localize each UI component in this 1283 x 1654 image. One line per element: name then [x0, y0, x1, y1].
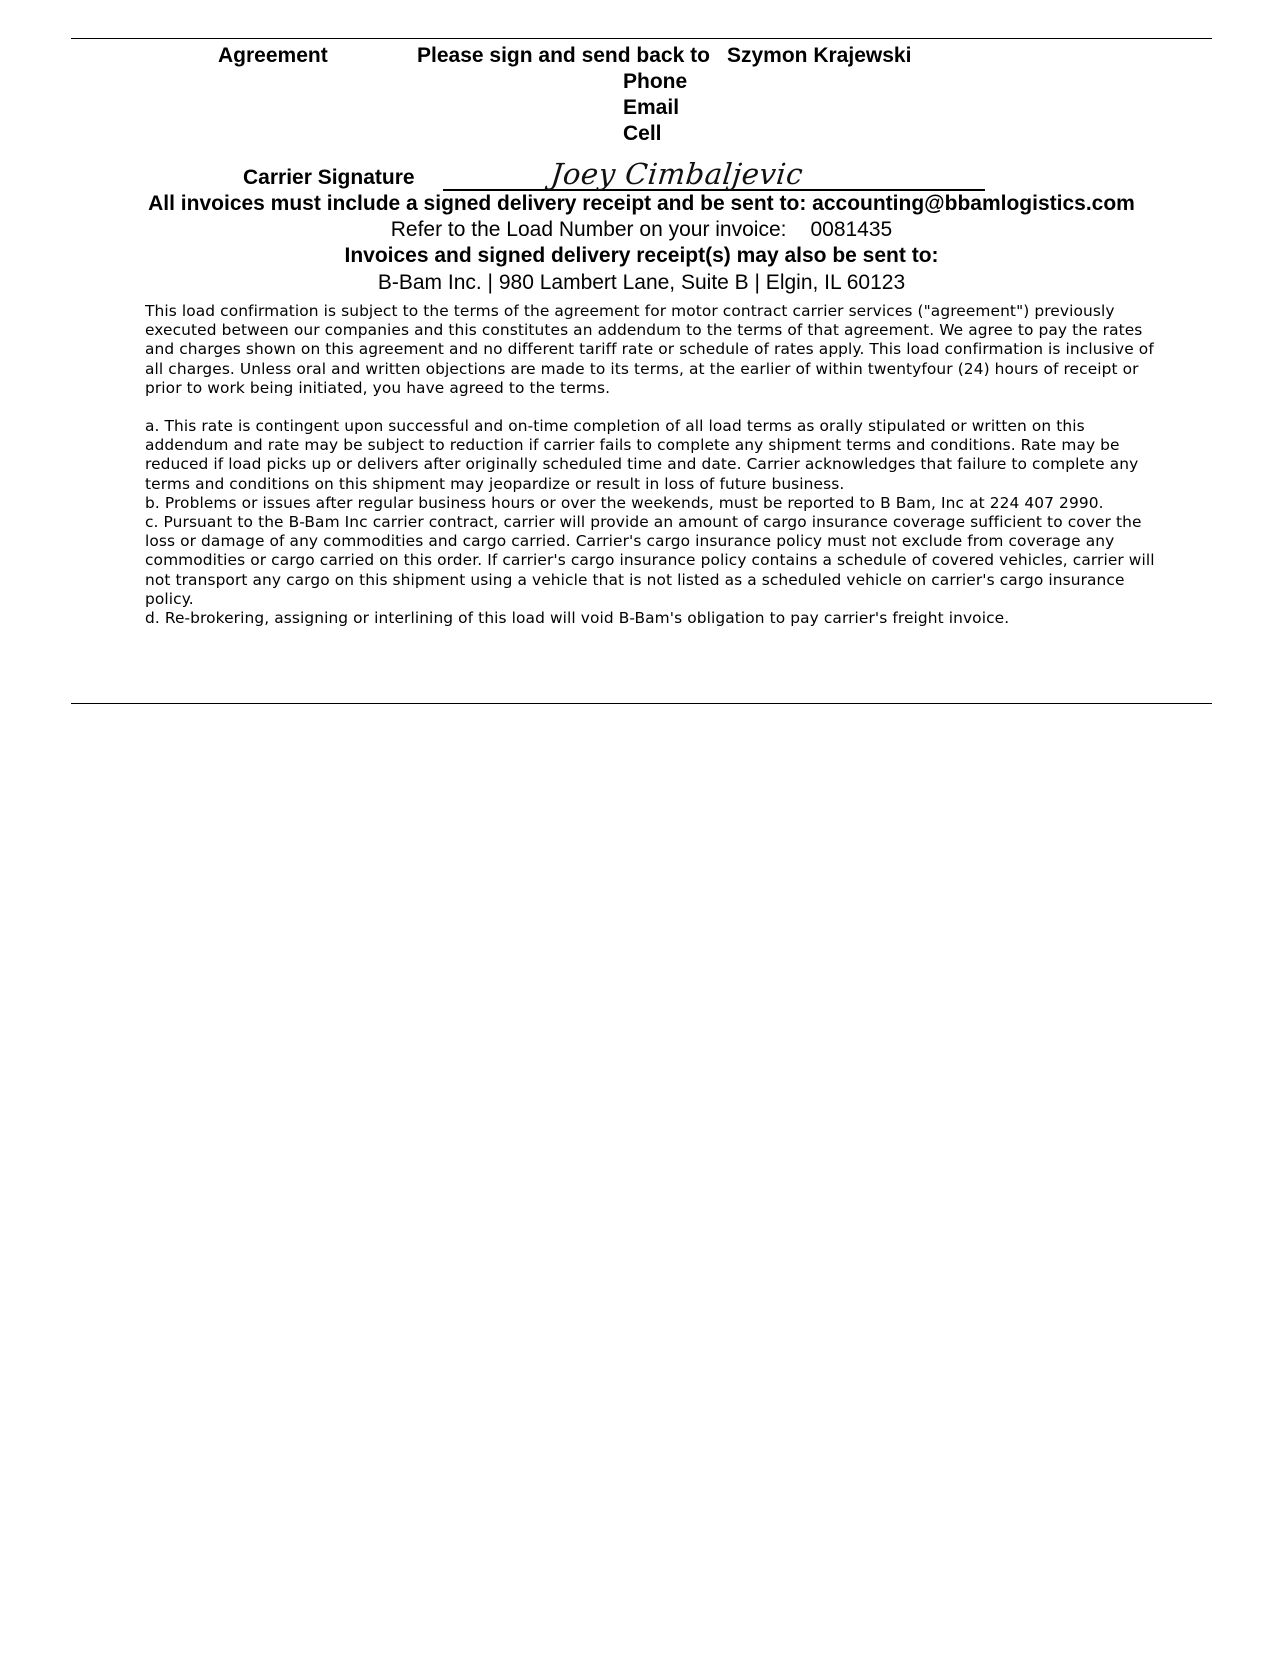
also-sent-heading: Invoices and signed delivery receipt(s) may also be sent to: — [344, 244, 939, 267]
load-reference-line — [71, 217, 1212, 243]
invoice-instruction: All invoices must include a signed delivery receipt and be sent to: accounting@bbamlogistics.com — [148, 192, 1135, 215]
cell-label: Cell — [623, 122, 662, 145]
terms-block — [145, 302, 1165, 628]
contact-name: Szymon Krajewski — [727, 44, 912, 67]
billing-address: B-Bam Inc. | 980 Lambert Lane, Suite B | Elgin, IL 60123 — [377, 271, 906, 294]
terms-intro: This load confirmation is subject to the terms of the agreement for motor contract carrier services ("agreement") previously executed between our companies and this constitutes an addendum to the terms of that agreement. We agree to pay the rates and charges shown on this agreement and no different tariff rate or schedule of rates apply. This load confirmation is inclusive of all charges. Unless oral and written objections are made to its terms, at the earlier of within twentyfour (24) hours of receipt or prior to work being initiated, you have agreed to the terms. — [145, 302, 1154, 397]
terms-clause-a: a. This rate is contingent upon successful and on-time completion of all load terms as orally stipulated or written on this addendum and rate may be subject to reduction if carrier fails to complete any shipment terms and conditions. Rate may be reduced if load picks up or delivers after originally scheduled time and date. Carrier acknowledges that failure to complete any terms and conditions on this shipment may jeopardize or result in loss of future business. — [145, 417, 1139, 493]
signature-field[interactable] — [443, 157, 985, 191]
top-divider — [71, 38, 1212, 39]
carrier-signature-label: Carrier Signature — [243, 166, 415, 189]
load-reference-label: Refer to the Load Number on your invoice: — [390, 218, 787, 241]
phone-label: Phone — [623, 70, 688, 93]
terms-clause-b: b. Problems or issues after regular business hours or over the weekends, must be reported to B Bam, Inc at 224 407 2990. — [145, 493, 1104, 512]
send-back-label: Please sign and send back to — [417, 44, 710, 67]
agreement-label: Agreement — [218, 44, 328, 67]
terms-clause-c: c. Pursuant to the B-Bam Inc carrier contract, carrier will provide an amount of cargo insurance coverage sufficient to cover the loss or damage of any commodities and cargo carried. Carrier's cargo insurance policy must not exclude from coverage any commodities or cargo carried on this order. If carrier's cargo insurance policy contains a schedule of covered vehicles, carrier will not transport any cargo on this shipment using a vehicle that is not listed as a scheduled vehicle on carrier's cargo insurance policy. — [145, 513, 1155, 608]
bottom-divider — [71, 703, 1212, 704]
handwritten-signature: Joey Cimbaljevic — [549, 157, 805, 191]
terms-clause-d: d. Re-brokering, assigning or interlining of this load will void B-Bam's obligation to pay carrier's freight invoice. — [145, 609, 1010, 628]
email-label: Email — [623, 96, 680, 119]
load-number: 0081435 — [810, 218, 893, 241]
